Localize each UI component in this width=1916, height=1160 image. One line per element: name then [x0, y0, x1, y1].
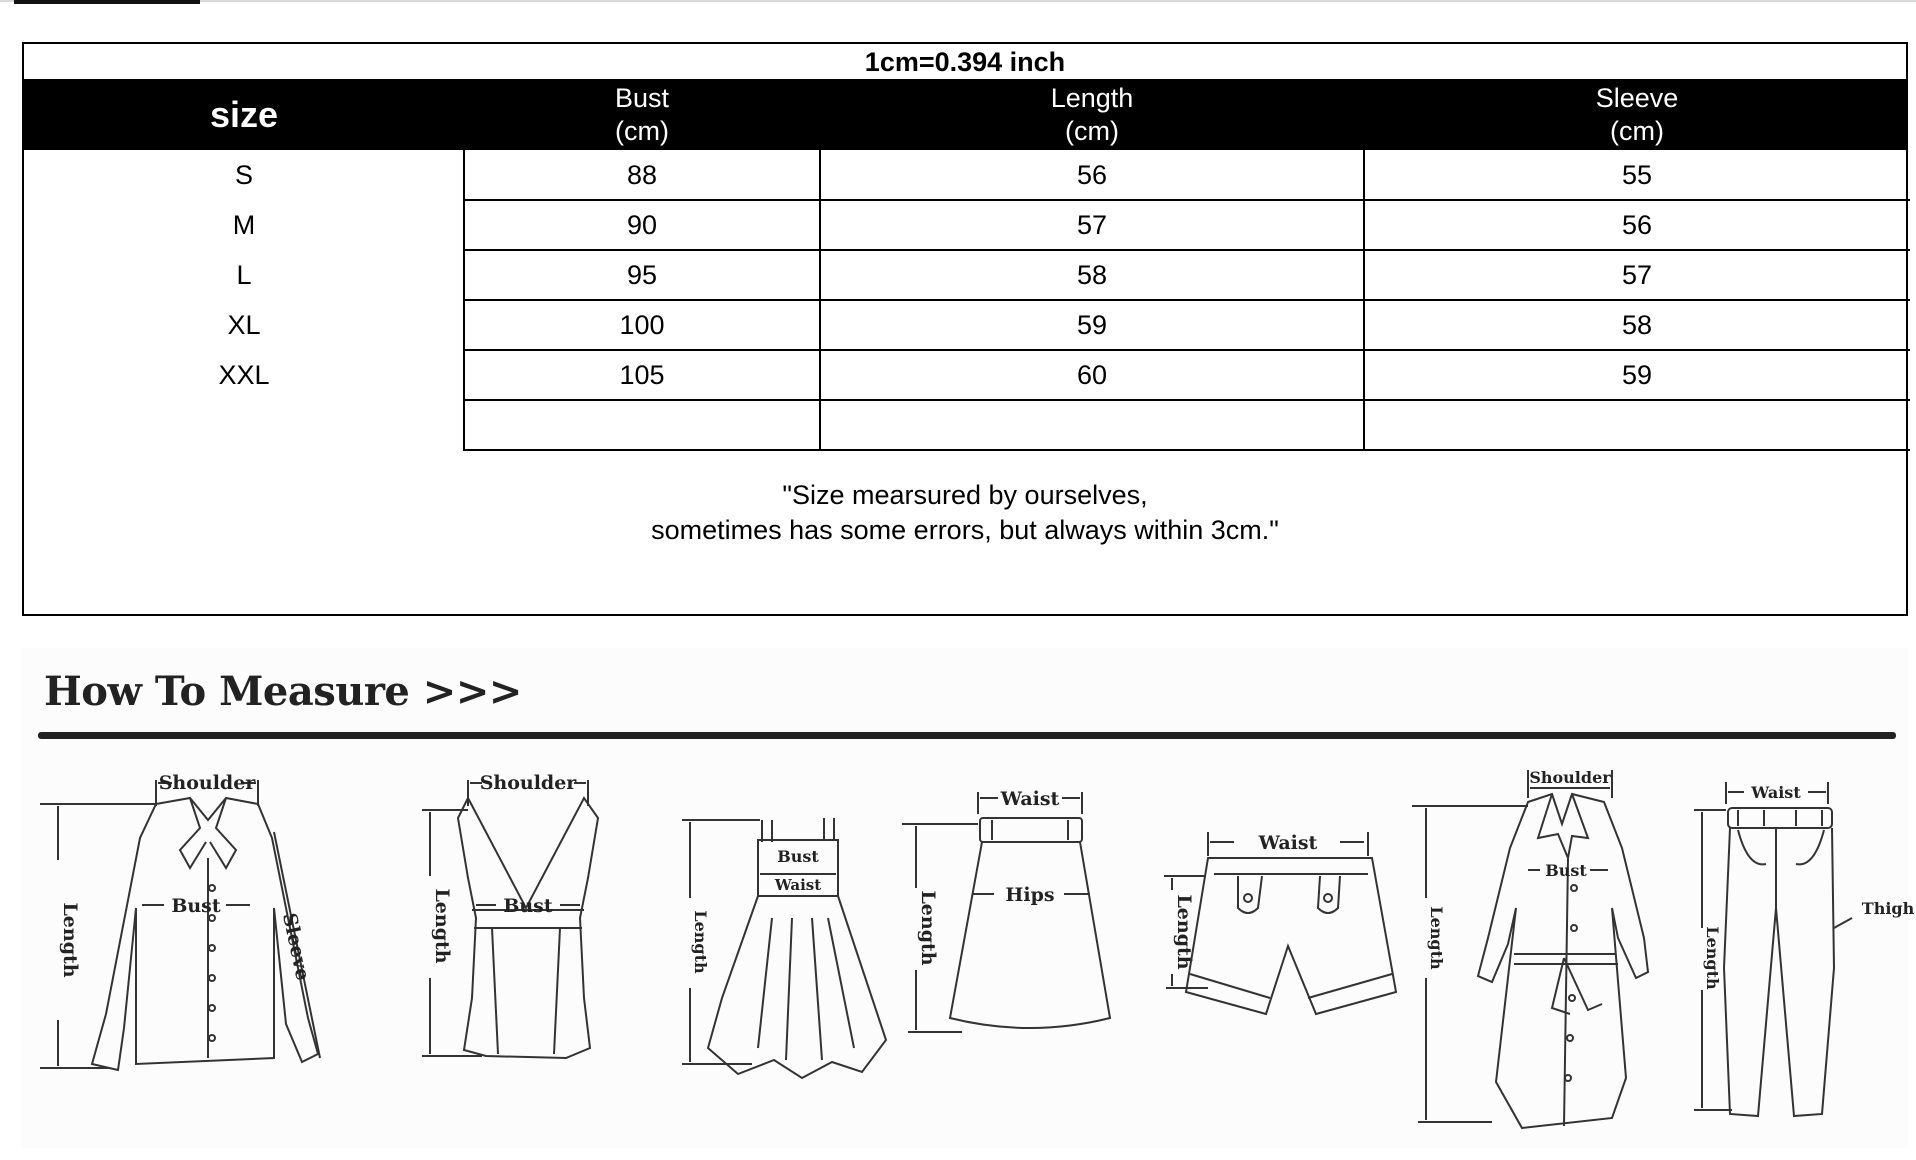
top-tab-indicator: [14, 0, 200, 4]
grid-line: [464, 449, 1910, 451]
thigh-label: Thigh: [1861, 899, 1915, 918]
size-cell: XXL: [218, 360, 270, 390]
table-row: [24, 200, 1906, 250]
table-row: [24, 250, 1906, 300]
grid-line: [464, 199, 1910, 201]
sleeve-cell: 55: [1621, 160, 1653, 190]
table-row: [24, 350, 1906, 400]
section-divider: [38, 732, 1896, 739]
length-label: Length: [1427, 906, 1446, 970]
table-row: [24, 150, 1906, 200]
bust-cell: 105: [619, 360, 665, 390]
shoulder-label: Shoulder: [479, 772, 577, 794]
length-cell: 59: [1076, 310, 1108, 340]
bust-label: Bust: [171, 895, 221, 917]
length-cell: 57: [1076, 210, 1108, 240]
sleeve-cell: 58: [1621, 310, 1653, 340]
length-label: Length: [59, 902, 81, 978]
sleeve-cell: 59: [1621, 360, 1653, 390]
length-label: Length: [431, 888, 453, 964]
sleeve-label: Sleeve: [278, 911, 314, 983]
size-chart: [22, 42, 1908, 616]
how-to-measure-title: How To Measure >>>: [44, 668, 522, 715]
pants-illustration: [1672, 768, 1915, 1128]
grid-line: [464, 349, 1910, 351]
header-size: size: [209, 93, 279, 135]
how-to-measure-section: [22, 648, 1915, 1148]
length-cell: 60: [1076, 360, 1108, 390]
bust-label: Bust: [777, 847, 819, 866]
table-row: [24, 300, 1906, 350]
dress-illustration: [662, 778, 902, 1108]
tank-top-illustration: [402, 758, 652, 1108]
bust-label: Bust: [1545, 861, 1587, 880]
grid-line: [464, 299, 1910, 301]
sleeve-cell: 56: [1621, 210, 1653, 240]
length-label: Length: [1703, 926, 1722, 990]
size-chart-header: [24, 79, 1906, 150]
shoulder-label: Shoulder: [1529, 768, 1611, 787]
bust-cell: 100: [619, 310, 665, 340]
bust-cell: 90: [626, 210, 658, 240]
grid-line: [464, 399, 1910, 401]
shoulder-label: Shoulder: [158, 772, 256, 794]
blouse-illustration: [40, 758, 420, 1108]
length-label: Length: [1173, 894, 1195, 970]
bust-cell: 88: [626, 160, 658, 190]
waist-label: Waist: [1000, 788, 1060, 810]
length-cell: 56: [1076, 160, 1108, 190]
sleeve-cell: 57: [1621, 260, 1653, 290]
bust-label: Bust: [503, 895, 553, 917]
length-label: Length: [691, 910, 710, 974]
coat-illustration: [1412, 758, 1672, 1138]
size-cell: XL: [227, 310, 261, 340]
size-cell: S: [234, 160, 253, 190]
waist-label: Waist: [1258, 832, 1318, 854]
shorts-illustration: [1142, 828, 1412, 1068]
top-divider: [0, 0, 1916, 2]
grid-line: [464, 249, 1910, 251]
waist-label: Waist: [1751, 783, 1801, 802]
header-bust: Bust (cm): [614, 82, 670, 146]
length-cell: 58: [1076, 260, 1108, 290]
measurement-note: "Size mearsured by ourselves, sometimes has some errors, but always within 3cm.": [651, 480, 1279, 545]
skirt-illustration: [902, 788, 1142, 1108]
hips-label: Hips: [1005, 884, 1055, 906]
bust-cell: 95: [626, 260, 658, 290]
size-cell: M: [232, 210, 256, 240]
header-length: Length (cm): [1050, 82, 1134, 146]
waist-label: Waist: [774, 876, 822, 894]
size-cell: L: [236, 260, 252, 290]
header-sleeve: Sleeve (cm): [1595, 82, 1679, 146]
length-label: Length: [917, 890, 939, 966]
unit-conversion-caption: 1cm=0.394 inch: [864, 47, 1066, 77]
